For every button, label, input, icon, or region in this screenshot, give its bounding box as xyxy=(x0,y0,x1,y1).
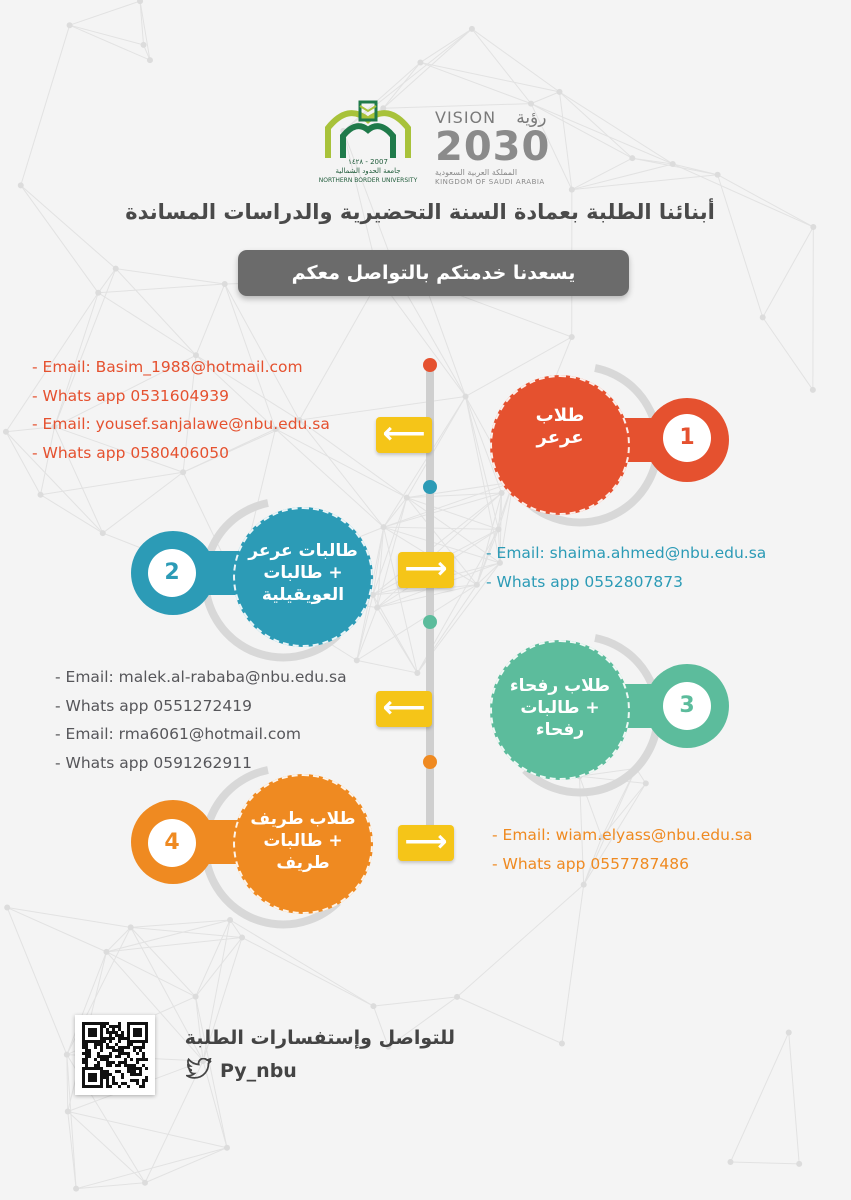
network-node xyxy=(113,266,119,272)
network-node xyxy=(18,182,24,188)
nbu-caption-ar: جامعة الحدود الشمالية xyxy=(335,167,401,175)
network-node xyxy=(64,1052,70,1058)
network-line xyxy=(457,997,562,1044)
network-node xyxy=(559,1041,565,1047)
network-node xyxy=(796,1161,802,1167)
group-4-label: طلاب طريف + طالبات طريف xyxy=(250,809,356,873)
twitter-link[interactable] xyxy=(186,1058,297,1082)
network-line xyxy=(196,938,242,997)
nbu-caption-years: ١٤٢٨ - 2007 xyxy=(348,158,388,166)
network-node xyxy=(180,469,186,475)
vision-2030-logo xyxy=(435,108,560,188)
network-node xyxy=(810,387,816,393)
headline: أبنائنا الطلبة بعمادة السنة التحضيرية والدراسات المساندة xyxy=(125,200,715,224)
network-node xyxy=(786,1029,792,1035)
network-line xyxy=(572,175,718,190)
group-3-contacts xyxy=(55,663,347,777)
network-node xyxy=(727,1159,733,1165)
network-node xyxy=(193,994,199,1000)
network-line xyxy=(379,279,465,396)
network-node xyxy=(469,26,475,32)
network-line xyxy=(572,164,673,190)
network-line xyxy=(373,997,457,1006)
network-node xyxy=(38,492,44,498)
network-node xyxy=(137,0,143,4)
network-line xyxy=(70,25,150,60)
footer-title: للتواصل وإستفسارات الطلبة xyxy=(184,1027,455,1049)
network-node xyxy=(65,1108,71,1114)
network-line xyxy=(70,25,144,45)
network-line xyxy=(789,1032,799,1163)
banner-text: يسعدنا خدمتكم بالتواصل معكم xyxy=(291,262,576,284)
network-node xyxy=(474,582,480,588)
group-2-arrow: ⟶ xyxy=(398,552,454,588)
group-3-number: 3 xyxy=(663,682,711,730)
network-node xyxy=(569,334,575,340)
contact-line[interactable]: - Whats app 0557787486 xyxy=(492,854,689,873)
group-1-contacts xyxy=(32,353,330,467)
contact-line[interactable]: - Email: malek.al-rababa@nbu.edu.sa xyxy=(55,668,347,686)
vision-word: VISION xyxy=(435,108,497,127)
contact-line[interactable]: - Email: yousef.sanjalawe@nbu.edu.sa xyxy=(32,415,330,433)
network-node xyxy=(3,429,9,435)
network-line xyxy=(763,317,813,390)
network-line xyxy=(562,885,584,1044)
network-node xyxy=(100,530,106,536)
network-line xyxy=(572,158,632,189)
vision-kingdom-ar: المملكة العربية السعودية xyxy=(435,168,518,177)
network-line xyxy=(242,938,373,1007)
network-line xyxy=(21,185,116,268)
group-2-label: طالبات عرعر + طالبات العويقيلية xyxy=(248,541,358,605)
network-line xyxy=(21,25,70,185)
group-1-arrow: ⟵ xyxy=(376,417,432,453)
network-node xyxy=(142,1180,148,1186)
twitter-icon xyxy=(186,1058,212,1080)
group-4-arrow: ⟶ xyxy=(398,825,454,861)
network-line xyxy=(383,29,472,108)
network-node xyxy=(670,161,676,167)
network-node xyxy=(760,314,766,320)
network-node xyxy=(73,1186,79,1192)
contact-line[interactable]: - Email: wiam.elyass@nbu.edu.sa xyxy=(492,826,753,844)
network-line xyxy=(730,1032,788,1162)
group-3-arrow: ⟵ xyxy=(376,691,432,727)
network-node xyxy=(569,187,575,193)
network-node xyxy=(715,172,721,178)
timeline-dot xyxy=(423,358,437,372)
contact-line[interactable]: - Whats app 0551272419 xyxy=(55,696,252,715)
network-node xyxy=(454,994,460,1000)
vision-kingdom-en: KINGDOM OF SAUDI ARABIA xyxy=(435,178,545,186)
network-line xyxy=(559,92,571,190)
network-line xyxy=(7,908,67,1055)
contact-line[interactable]: - Email: rma6061@hotmail.com xyxy=(55,725,301,743)
group-3-label: طلاب رفحاء + طالبات رفحاء xyxy=(509,676,611,740)
contact-line[interactable]: - Whats app 0531604939 xyxy=(32,386,229,405)
network-line xyxy=(21,185,99,292)
network-node xyxy=(222,281,228,287)
group-2-contacts xyxy=(486,539,766,596)
twitter-handle: Py_nbu xyxy=(220,1060,297,1082)
network-line xyxy=(68,1111,227,1147)
network-line xyxy=(68,1111,145,1182)
network-line xyxy=(98,284,224,293)
network-line xyxy=(632,158,717,175)
group-1-label: طلاب عرعر xyxy=(535,405,585,448)
network-line xyxy=(145,1148,227,1183)
contact-line[interactable]: - Email: shaima.ahmed@nbu.edu.sa xyxy=(486,544,767,562)
group-4-contacts xyxy=(492,821,752,878)
banner xyxy=(238,250,629,296)
qr-code-icon xyxy=(75,1015,155,1095)
timeline-dot xyxy=(423,615,437,629)
network-line xyxy=(7,908,131,928)
network-node xyxy=(404,495,410,501)
network-line xyxy=(70,1,140,25)
network-line xyxy=(531,92,559,104)
network-line xyxy=(116,269,225,284)
network-node xyxy=(556,89,562,95)
group-2-number: 2 xyxy=(148,549,196,597)
qr-code[interactable] xyxy=(75,1015,155,1095)
timeline-dot xyxy=(423,480,437,494)
network-node xyxy=(95,290,101,296)
network-node xyxy=(528,101,534,107)
nbu-logo xyxy=(318,98,418,188)
vision-word-ar: رؤية xyxy=(516,108,547,128)
network-node xyxy=(67,22,73,28)
network-node xyxy=(103,949,109,955)
network-node xyxy=(810,224,816,230)
network-node xyxy=(147,57,153,63)
network-line xyxy=(230,920,373,1006)
contact-line[interactable]: - Whats app 0580406050 xyxy=(32,443,229,462)
network-line xyxy=(76,1148,227,1189)
network-line xyxy=(98,269,115,293)
network-node xyxy=(417,59,423,65)
group-4-number: 4 xyxy=(148,819,196,867)
network-line xyxy=(140,1,143,45)
network-line xyxy=(196,284,225,355)
network-node xyxy=(224,1145,230,1151)
network-line xyxy=(730,1162,799,1164)
network-line xyxy=(41,472,184,494)
network-line xyxy=(673,164,718,175)
network-node xyxy=(4,905,10,911)
network-node xyxy=(141,42,147,48)
group-1-number: 1 xyxy=(663,414,711,462)
timeline-dot xyxy=(423,755,437,769)
network-line xyxy=(420,29,472,63)
nbu-caption-en: NORTHERN BORDER UNIVERSITY xyxy=(318,177,418,184)
network-node xyxy=(414,670,420,676)
network-node xyxy=(239,935,245,941)
contact-line[interactable]: - Whats app 0552807873 xyxy=(486,572,683,591)
contact-line[interactable]: - Whats app 0591262911 xyxy=(55,753,252,772)
vision-number: 2030 xyxy=(435,124,551,170)
network-line xyxy=(140,1,150,60)
network-line xyxy=(763,227,814,317)
network-node xyxy=(581,882,587,888)
contact-line[interactable]: - Email: Basim_1988@hotmail.com xyxy=(32,358,303,376)
network-node xyxy=(370,1003,376,1009)
network-node xyxy=(629,155,635,161)
network-line xyxy=(457,885,584,997)
network-line xyxy=(106,952,195,997)
